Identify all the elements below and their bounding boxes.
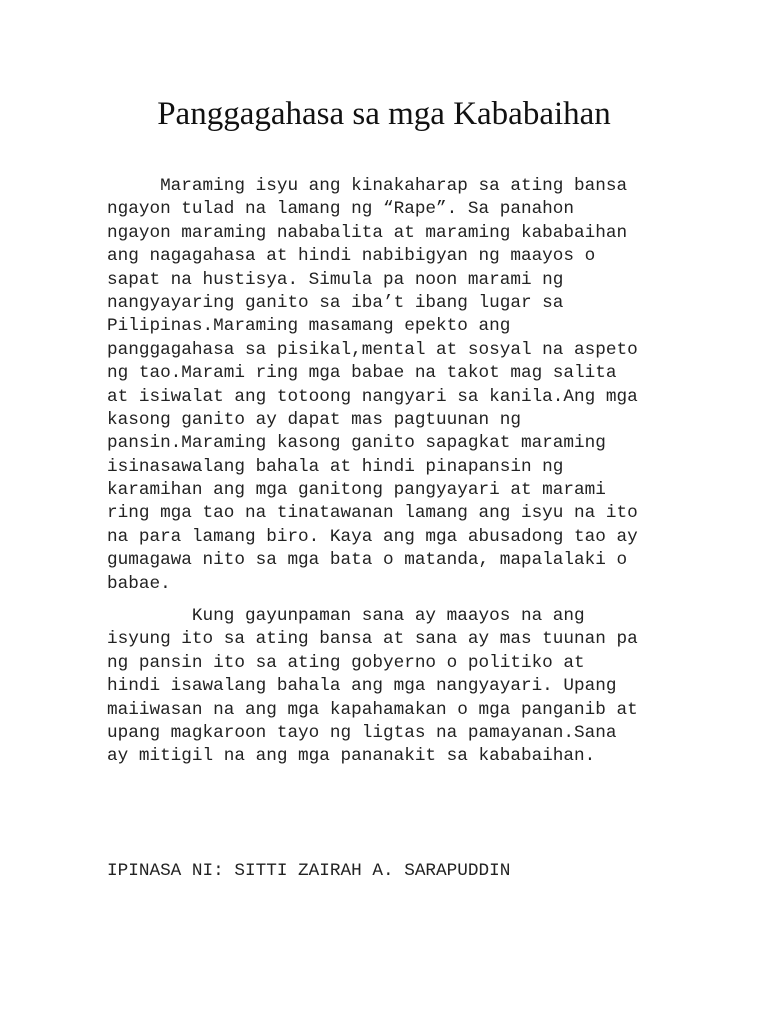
paragraph-2	[107, 605, 687, 769]
document-title: Panggagahasa sa mga Kababaihan	[157, 96, 611, 132]
paragraph-line: na para lamang biro. Kaya ang mga abusadong tao ay	[107, 526, 638, 547]
paragraph-line: ring mga tao na tinatawanan lamang ang isyu na ito	[107, 503, 638, 524]
paragraph-line: ng tao.Marami ring mga babae na takot mag salita	[107, 363, 617, 384]
paragraph-1	[107, 175, 687, 596]
paragraph-line: ngayon maraming nababalita at maraming kababaihan	[107, 222, 628, 243]
document-body	[107, 175, 687, 769]
paragraph-line: upang magkaroon tayo ng ligtas na pamayanan.Sana	[107, 722, 617, 743]
paragraph-line: ay mitigil na ang mga pananakit sa kababaihan.	[107, 746, 596, 767]
paragraph-line: panggagahasa sa pisikal,mental at sosyal na aspeto	[107, 339, 638, 360]
paragraph-line: gumagawa nito sa mga bata o matanda, mapalalaki o	[107, 550, 628, 571]
paragraph-line: maiiwasan na ang mga kapahamakan o mga panganib at	[107, 699, 638, 720]
paragraph-line: ngayon tulad na lamang ng “Rape”. Sa panahon	[107, 199, 575, 220]
paragraph-line: karamihan ang mga ganitong pangyayari at marami	[107, 480, 606, 501]
signature-line: IPINASA NI: SITTI ZAIRAH A. SARAPUDDIN	[107, 861, 511, 881]
paragraph-line: Maraming isyu ang kinakaharap sa ating bansa	[107, 176, 628, 196]
paragraph-line: ang nagagahasa at hindi nabibigyan ng maayos o	[107, 246, 596, 267]
paragraph-line: isinasawalang bahala at hindi pinapansin ng	[107, 456, 564, 477]
paragraph-line: sapat na hustisya. Simula pa noon marami ng	[107, 269, 564, 290]
paragraph-line: Kung gayunpaman sana ay maayos na ang	[107, 606, 585, 627]
paragraph-line: nangyayaring ganito sa iba’t ibang lugar sa	[107, 292, 564, 313]
paragraph-line: babae.	[107, 573, 171, 594]
paragraph-line: isyung ito sa ating bansa at sana ay mas tuunan pa	[107, 629, 638, 650]
paragraph-line: at isiwalat ang totoong nangyari sa kanila.Ang mga	[107, 386, 638, 407]
paragraph-line: hindi isawalang bahala ang mga nangyayari. Upang	[107, 676, 617, 697]
paragraph-line: ng pansin ito sa ating gobyerno o politiko at	[107, 652, 585, 673]
paragraph-line: kasong ganito ay dapat mas pagtuunan ng	[107, 409, 521, 430]
paragraph-spacer	[107, 596, 687, 605]
paragraph-line: Pilipinas.Maraming masamang epekto ang	[107, 316, 511, 337]
paragraph-line: pansin.Maraming kasong ganito sapagkat maraming	[107, 433, 606, 454]
